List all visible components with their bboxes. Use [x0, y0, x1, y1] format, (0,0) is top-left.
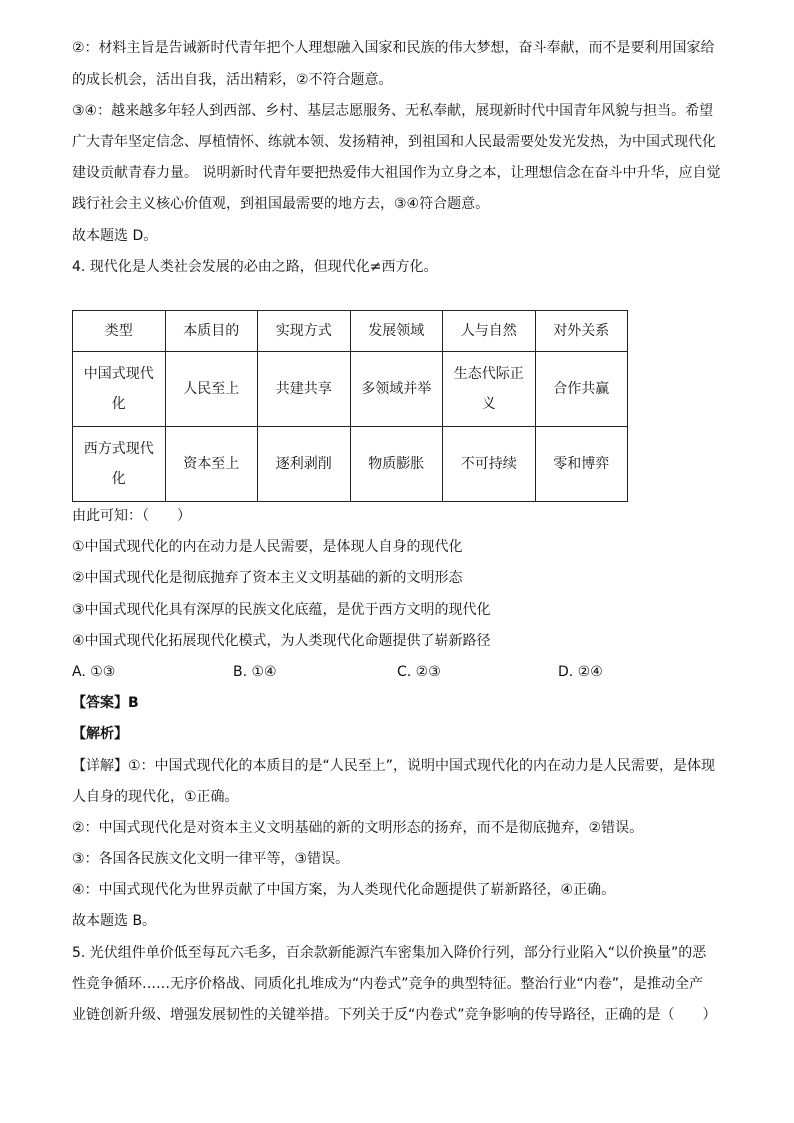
table-cell: 人民至上 — [165, 352, 258, 427]
option-a: A. ①③ — [72, 664, 116, 680]
option-b: B. ①④ — [233, 664, 277, 680]
question-5-line: 性竞争循环……无序价格战、同质化扎堆成为“内卷式”竞争的典型特征。整治行业“内卷”，是推动全产 — [72, 976, 704, 992]
option-d: D. ②④ — [558, 664, 603, 680]
text-line: 广大青年坚定信念、厚植情怀、练就本领、发扬精神，到祖国和人民最需要处发光发热，为中国式现代化 — [72, 134, 716, 150]
text-line: 践行社会主义核心价值观，到祖国最需要的地方去，③④符合题意。 — [72, 196, 490, 212]
question-prompt: 由此可知：（ ） — [72, 508, 191, 524]
table-header-cell: 发展领域 — [350, 311, 443, 352]
table-cell: 逐利剥削 — [258, 427, 351, 502]
text-line: ③④：越来越多年轻人到西部、乡村、基层志愿服务、无私奉献，展现新时代中国青年风貌与担当。希望 — [72, 103, 714, 119]
option-c: C. ②③ — [397, 664, 441, 680]
statement-3: ③中国式现代化具有深厚的民族文化底蕴，是优于西方文明的现代化 — [72, 602, 491, 618]
statement-4: ④中国式现代化拓展现代化模式，为人类现代化命题提供了崭新路径 — [72, 633, 491, 649]
question-5-line: 5. 光伏组件单价低至每瓦六毛多，百余款新能源汽车密集加入降价行列，部分行业陷入“以价换量”的恶 — [72, 945, 707, 961]
explain-line: 故本题选 B。 — [72, 913, 157, 929]
table-header-cell: 实现方式 — [258, 311, 351, 352]
table-header-row — [73, 311, 628, 352]
table-row — [73, 352, 628, 427]
table-cell: 资本至上 — [165, 427, 258, 502]
question-4-stem: 4. 现代化是人类社会发展的必由之路，但现代化≠西方化。 — [72, 259, 438, 275]
statement-2: ②中国式现代化是彻底抛弃了资本主义文明基础的新的文明形态 — [72, 570, 463, 586]
explain-line: ④：中国式现代化为世界贡献了中国方案，为人类现代化命题提供了崭新路径，④正确。 — [72, 882, 616, 898]
table-cell: 中国式现代化 — [73, 352, 166, 427]
explain-line: 【详解】①：中国式现代化的本质目的是“人民至上”，说明中国式现代化的内在动力是人民需要，是体现 — [72, 758, 716, 774]
table-cell: 物质膨胀 — [350, 427, 443, 502]
table-cell: 多领域并举 — [350, 352, 443, 427]
text-line: 的成长机会，活出自我，活出精彩，②不符合题意。 — [72, 72, 393, 88]
text-line: 建设贡献青春力量。 说明新时代青年要把热爱伟大祖国作为立身之本，让理想信念在奋斗中升华，应自觉 — [72, 165, 721, 181]
table-header-cell: 对外关系 — [535, 311, 628, 352]
table-cell: 零和博弈 — [535, 427, 628, 502]
table-row — [73, 427, 628, 502]
question-5-line: 业链创新升级、增强发展韧性的关键举措。下列关于反“内卷式”竞争影响的传导路径，正确的是（ ） — [72, 1007, 717, 1023]
table-header-cell: 本质目的 — [165, 311, 258, 352]
table-cell: 生态代际正义 — [443, 352, 536, 427]
text-line: ②：材料主旨是告诫新时代青年把个人理想融入国家和民族的伟大梦想，奋斗奉献，而不是要利用国家给 — [72, 40, 715, 56]
comparison-table — [72, 310, 628, 502]
explain-line: ③：各国各民族文化文明一律平等，③错误。 — [72, 851, 350, 867]
table-header-cell: 人与自然 — [443, 311, 536, 352]
explain-line: 人自身的现代化，①正确。 — [72, 789, 239, 805]
text-line: 故本题选 D。 — [72, 228, 158, 244]
explain-line: ②：中国式现代化是对资本主义文明基础的新的文明形态的扬弃，而不是彻底抛弃，②错误。 — [72, 820, 644, 836]
analysis-label: 【解析】 — [72, 726, 128, 742]
table-cell: 不可持续 — [443, 427, 536, 502]
statement-1: ①中国式现代化的内在动力是人民需要，是体现人自身的现代化 — [72, 539, 463, 555]
answer-line: 【答案】B — [72, 695, 139, 711]
table-cell: 西方式现代化 — [73, 427, 166, 502]
table-cell: 合作共赢 — [535, 352, 628, 427]
table-header-cell: 类型 — [73, 311, 166, 352]
table-cell: 共建共享 — [258, 352, 351, 427]
